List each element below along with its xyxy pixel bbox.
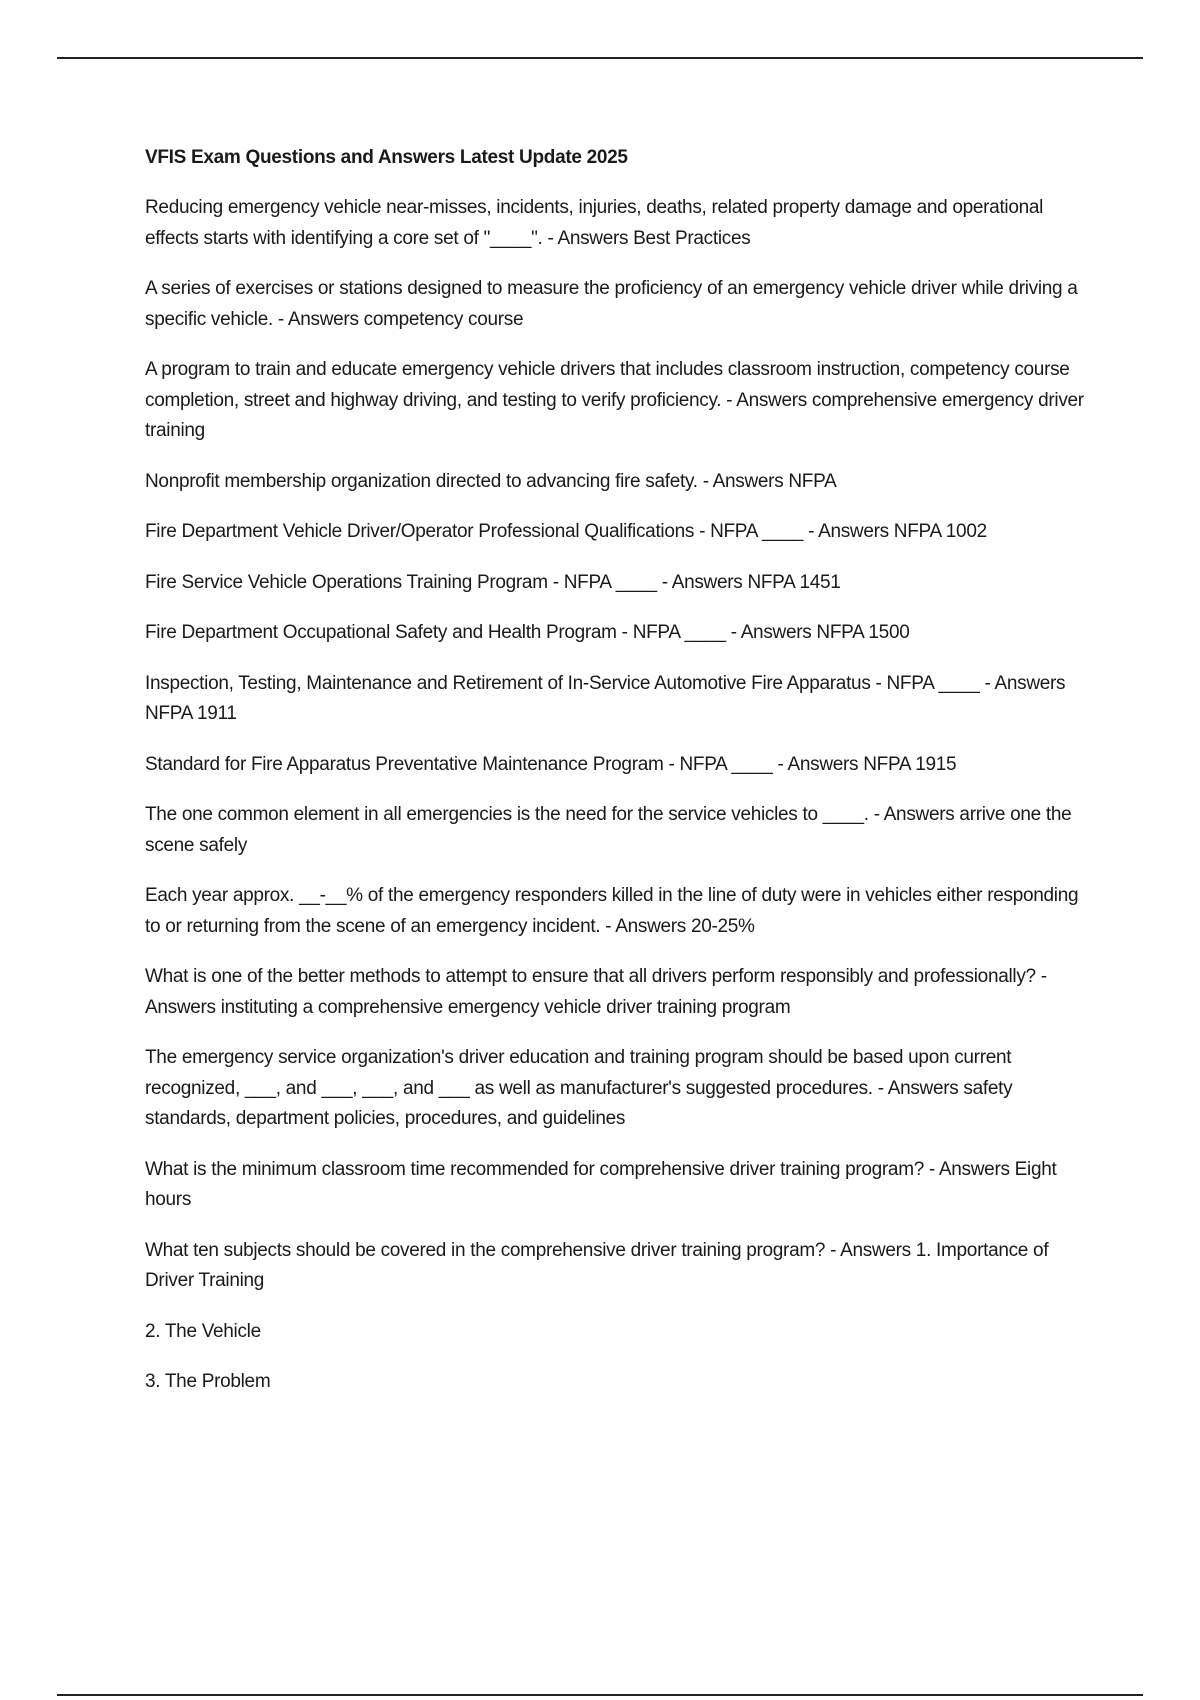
qa-paragraph: What is one of the better methods to attempt to ensure that all drivers perform responsibly and professionally? - Answers instituting a comprehensive emergency vehicle driver training program <box>145 966 1047 1018</box>
qa-paragraph: Fire Service Vehicle Operations Training Program - NFPA ____ - Answers NFPA 1451 <box>145 571 841 593</box>
qa-paragraph: The emergency service organization's driver education and training program should be based upon current recognized, ___, and ___, ___, and ___ as well as manufacturer's suggested procedures. - Answers safety standards, department policies, procedures, and guidelines <box>145 1047 1013 1129</box>
qa-paragraph: A program to train and educate emergency vehicle drivers that includes classroom instruction, competency course completion, street and highway driving, and testing to verify proficiency. - Answers comprehensive emergency driver training <box>145 359 1084 441</box>
qa-paragraph: Nonprofit membership organization directed to advancing fire safety. - Answers NFPA <box>145 470 837 492</box>
document-body <box>145 143 1090 1418</box>
qa-paragraph: Each year approx. __-__% of the emergency responders killed in the line of duty were in vehicles either responding to or returning from the scene of an emergency incident. - Answers 20-25% <box>145 885 1079 937</box>
qa-paragraph: What ten subjects should be covered in the comprehensive driver training program? - Answers 1. Importance of Driver Training <box>145 1239 1049 1291</box>
list-item: 3. The Problem <box>145 1371 271 1392</box>
qa-paragraph: Reducing emergency vehicle near-misses, incidents, injuries, deaths, related property damage and operational effects starts with identifying a core set of "____". - Answers Best Practices <box>145 197 1044 249</box>
top-rule <box>57 57 1143 59</box>
qa-paragraph: The one common element in all emergencies is the need for the service vehicles to ____. - Answers arrive one the scene safely <box>145 804 1072 856</box>
bottom-rule <box>57 1694 1143 1696</box>
qa-paragraph: Fire Department Vehicle Driver/Operator Professional Qualifications - NFPA ____ - Answers NFPA 1002 <box>145 521 987 542</box>
list-item: 2. The Vehicle <box>145 1320 261 1342</box>
qa-paragraph: A series of exercises or stations designed to measure the proficiency of an emergency vehicle driver while driving a specific vehicle. - Answers competency course <box>145 278 1078 330</box>
qa-paragraph: Standard for Fire Apparatus Preventative Maintenance Program - NFPA ____ - Answers NFPA 1915 <box>145 753 957 775</box>
document-title: VFIS Exam Questions and Answers Latest Update 2025 <box>145 147 628 168</box>
qa-paragraph: What is the minimum classroom time recommended for comprehensive driver training program? - Answers Eight hours <box>145 1158 1057 1210</box>
qa-paragraph: Inspection, Testing, Maintenance and Retirement of In-Service Automotive Fire Apparatus - NFPA ____ - Answers NFPA 1911 <box>145 672 1066 724</box>
qa-paragraph: Fire Department Occupational Safety and Health Program - NFPA ____ - Answers NFPA 1500 <box>145 622 910 643</box>
